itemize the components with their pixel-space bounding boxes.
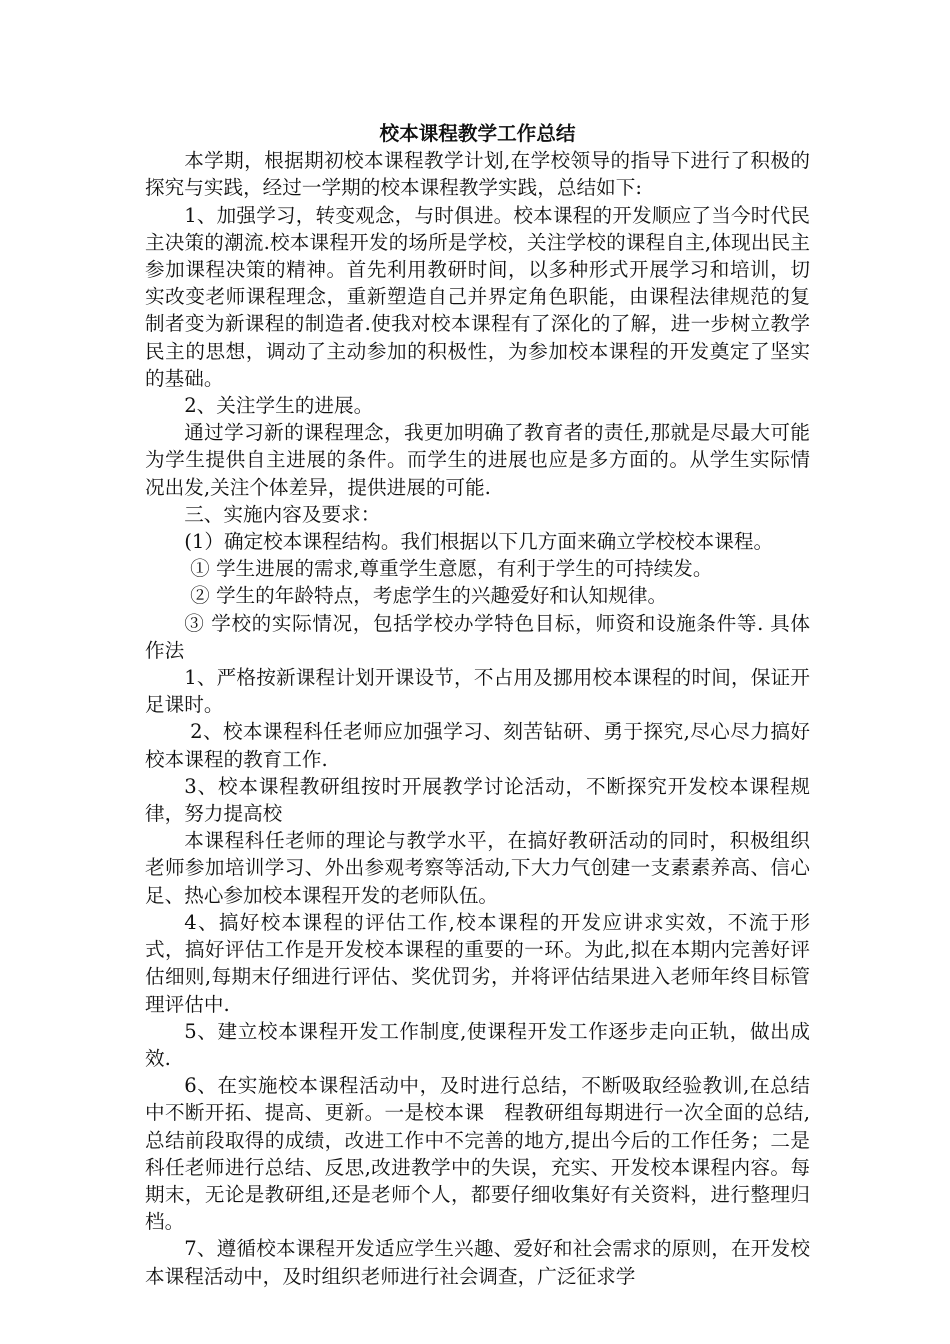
paragraph-learning: 1、加强学习，转变观念，与时俱进。校本课程的开发顺应了当今时代民主决策的潮流.校本课程开发的场所是学校，关注学校的课程自主,体现出民主参加课程决策的精神。首先利用教研时间，以多种形式开展学习和培训，切实改变老师课程理念，重新塑造自己并界定角色职能，由课程法律规范的复制者变为新课程的制造者.使我对校本课程有了深化的了解，进一步树立教学民主的思想，调动了主动参加的积极性，为参加校本课程的开发奠定了坚实的基础。 — [145, 203, 810, 390]
list-item-age: ② 学生的年龄特点，考虑学生的兴趣爱好和认知规律。 — [190, 584, 668, 608]
paragraph-heading-student: 2、关注学生的进展。 — [184, 394, 374, 418]
paragraph-item-6: 6、在实施校本课程活动中，及时进行总结，不断吸取经验教训,在总结中不断开拓、提高、更新。一是校本课 程教研组每期进行一次全面的总结,总结前段取得的成绩，改进工作中不完善的地方,提出今后的工作任务；二是科任老师进行总结、反思,改进教学中的失误，充实、开发校本课程内容。每期末，无论是教研组,还是老师个人，都要仔细收集好有关资料，进行整理归档。 — [145, 1074, 810, 1234]
paragraph-item-1: 1、严格按新课程计划开课设节，不占用及挪用校本课程的时间，保证开足课时。 — [145, 666, 810, 717]
paragraph-student-development: 通过学习新的课程理念，我更加明确了教育者的责任,那就是尽最大可能为学生提供自主进展的条件。而学生的进展也应是多方面的。从学生实际情况出发,关注个体差异，提供进展的可能. — [145, 421, 810, 499]
paragraph-item-3: 3、校本课程教研组按时开展教学讨论活动，不断探究开发校本课程规律，努力提高校 — [145, 774, 810, 826]
list-item-school: ③ 学校的实际情况，包括学校办学特色目标，师资和设施条件等. 具体作法 — [145, 611, 810, 662]
document-body — [145, 120, 810, 1290]
paragraph-item-7: 7、遵循校本课程开发适应学生兴趣、爱好和社会需求的原则，在开发校本课程活动中，及时组织老师进行社会调查，广泛征求学 — [145, 1237, 810, 1288]
list-item-student-needs: ① 学生进展的需求,尊重学生意愿，有利于学生的可持续发。 — [190, 557, 713, 581]
paragraph-item-2: 2、校本课程科任老师应加强学习、刻苦钻研、勇于探究,尽心尽力搞好校本课程的教育工作. — [145, 720, 810, 771]
paragraph-course-structure: (1）确定校本课程结构。我们根据以下几方面来确立学校校本课程。 — [184, 530, 774, 554]
paragraph-item-4: 4、搞好校本课程的评估工作,校本课程的开发应讲求实效，不流于形式，搞好评估工作是开发校本课程的重要的一环。为此,拟在本期内完善好评估细则,每期末仔细进行评估、奖优罚劣，并将评估结果进入老师年终目标管理评估中. — [145, 910, 810, 1016]
paragraph-heading-implementation: 三、实施内容及要求： — [184, 502, 381, 526]
paragraph-item-5: 5、建立校本课程开发工作制度,使课程开发工作逐步走向正轨，做出成效. — [145, 1019, 810, 1070]
document-title: 校本课程教学工作总结 — [379, 122, 576, 145]
paragraph-item-3-continued: 本课程科任老师的理论与教学水平，在搞好教研活动的同时，积极组织老师参加培训学习、外出参观考察等活动,下大力气创建一支素素养高、信心足、热心参加校本课程开发的老师队伍。 — [145, 829, 810, 907]
intro-paragraph: 本学期，根据期初校本课程教学计划,在学校领导的指导下进行了积极的探究与实践，经过一学期的校本课程教学实践，总结如下: — [145, 149, 810, 200]
